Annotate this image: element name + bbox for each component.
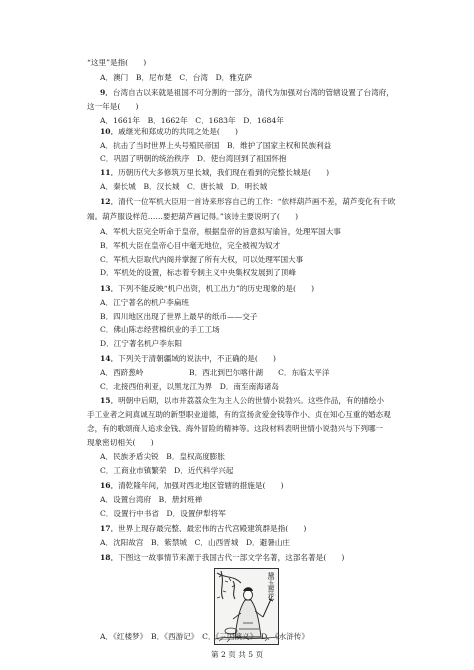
q10-option-ab: A．抗击了当时世界上头号殖民帝国 B．维护了国家主权和民族利益 [100, 141, 332, 150]
q18-stem: 18．下图这一故事情节来源于我国古代一部文学名著，这部名著是( ) [100, 553, 345, 562]
q8-options: A．澳门 B．尼布楚 C．台湾 D．雅克萨 [100, 73, 253, 82]
q18-options: A．《红楼梦》 B．《西游记》 C．《三国演义》 D．《水浒传》 [100, 632, 309, 641]
q13-option-d: D．江宁著名机户李东阳 [100, 339, 183, 348]
q15-stem-cont-2: 念，有的歌颂商人追求金钱、海外冒险的精神等。这段材料表明世情小说勃兴与下列哪一 [87, 424, 384, 433]
q12-stem: 12．清代一位军机大臣用一首诗来形容自己的工作：“依样葫芦画不差，葫芦变化有千欧 [100, 197, 396, 206]
q12-option-d: D．军机处的设置，标志着专制主义中央集权发展到了顶峰 [100, 268, 296, 277]
q16-option-cd: C．设置行中书省 D．设置伊犁将军 [100, 509, 226, 518]
q11-options: A．秦长城 B．汉长城 C．唐长城 D．明长城 [100, 182, 268, 191]
quote-continuation-line: “这里”是指( ) [87, 58, 147, 67]
q9-stem-cont: 这一年是( ) [87, 102, 139, 111]
q13-stem: 13．下列不能反映“机户出资，机工出力”的历史现象的是( ) [100, 284, 315, 293]
q9-stem: 9．台湾自古以来就是祖国不可分割的一部分，清代为加强对台湾的管辖设置了台湾府， [100, 88, 394, 97]
q17-stem: 17．世界上现存最完整、最宏伟的古代宫殿建筑群是指( ) [100, 524, 307, 533]
q13-option-c: C．佛山陈志经营棉织业的手工工场 [100, 325, 220, 334]
q15-option-ab: A．民族矛盾尖锐 B．皇权高度膨胀 [100, 452, 225, 461]
q10-option-cd: C．巩固了明朝的统治秩序 D．使台湾回到了祖国怀抱 [100, 154, 287, 163]
q15-stem: 15．明朝中后期，以市井荔荔众生为主人公的世情小说勃兴。这些作品，有的描绘小 [100, 396, 384, 405]
q12-option-a: A．军机大臣完全听命于皇帝，根据皇帝的旨意拟写谕旨，处理军国大事 [100, 227, 341, 236]
q10-stem: 10．戚继光和郑成功的共同之处是( ) [100, 127, 239, 136]
q17-options: A．沈阳故宫 B．紫禁城 C．山西晋城 D．避暑山庄 [100, 538, 291, 547]
q9-options: A．1661年 B．1662年 C．1683年 D．1684年 [100, 116, 284, 125]
q14-option-cd: C．北接西伯利亚，以黑龙江为界 D．南至南海诸岛 [100, 382, 279, 391]
illustration-caption: 黛玉葬花 [267, 572, 275, 600]
q16-stem: 16．清乾隆年间，加强对西北地区管辖的措施是( ) [100, 481, 284, 490]
q14-stem: 14．下列关于清朝疆域的说法中，不正确的是( ) [100, 354, 276, 363]
q15-option-cd: C．工商业市镇繁荣 D．近代科学兴起 [100, 466, 234, 475]
q15-stem-cont-3: 现象密切相关( ) [87, 438, 154, 447]
q14-option-ab: A．西跻葱岭 B．西北到巴尔喀什湖 C．东临太平洋 [100, 368, 330, 377]
q13-option-b: B．四川地区出现了世界上最早的纸币——交子 [100, 312, 258, 321]
q12-option-b: B．军机大臣在皇帝心目中毫无地位，完全被视为奴才 [100, 241, 281, 250]
q12-stem-cont: 端。葫芦服设样范……要把葫芦画记得。”该诗主要说明了( ) [87, 212, 299, 221]
q15-stem-cont-1: 手工业者之间真诚互助的新型职业道德，有的宣扬贪爱金钱等作小、贞在知心互重的婚态观 [87, 410, 391, 419]
q12-option-c: C．军机大臣取代内阁并掌握了所有大权，可以处理军国大事 [100, 255, 304, 264]
q13-option-a: A．江宁著名的机户李扁班 [100, 298, 190, 307]
q16-option-ab: A．设置台湾府 B．册封班禅 [100, 495, 203, 504]
page-footer: 第 2 页 共 5 页 [210, 650, 264, 659]
q11-stem: 11．历朝历代大多修筑万里长城，我们现在看到的完整长城是( ) [100, 168, 330, 177]
